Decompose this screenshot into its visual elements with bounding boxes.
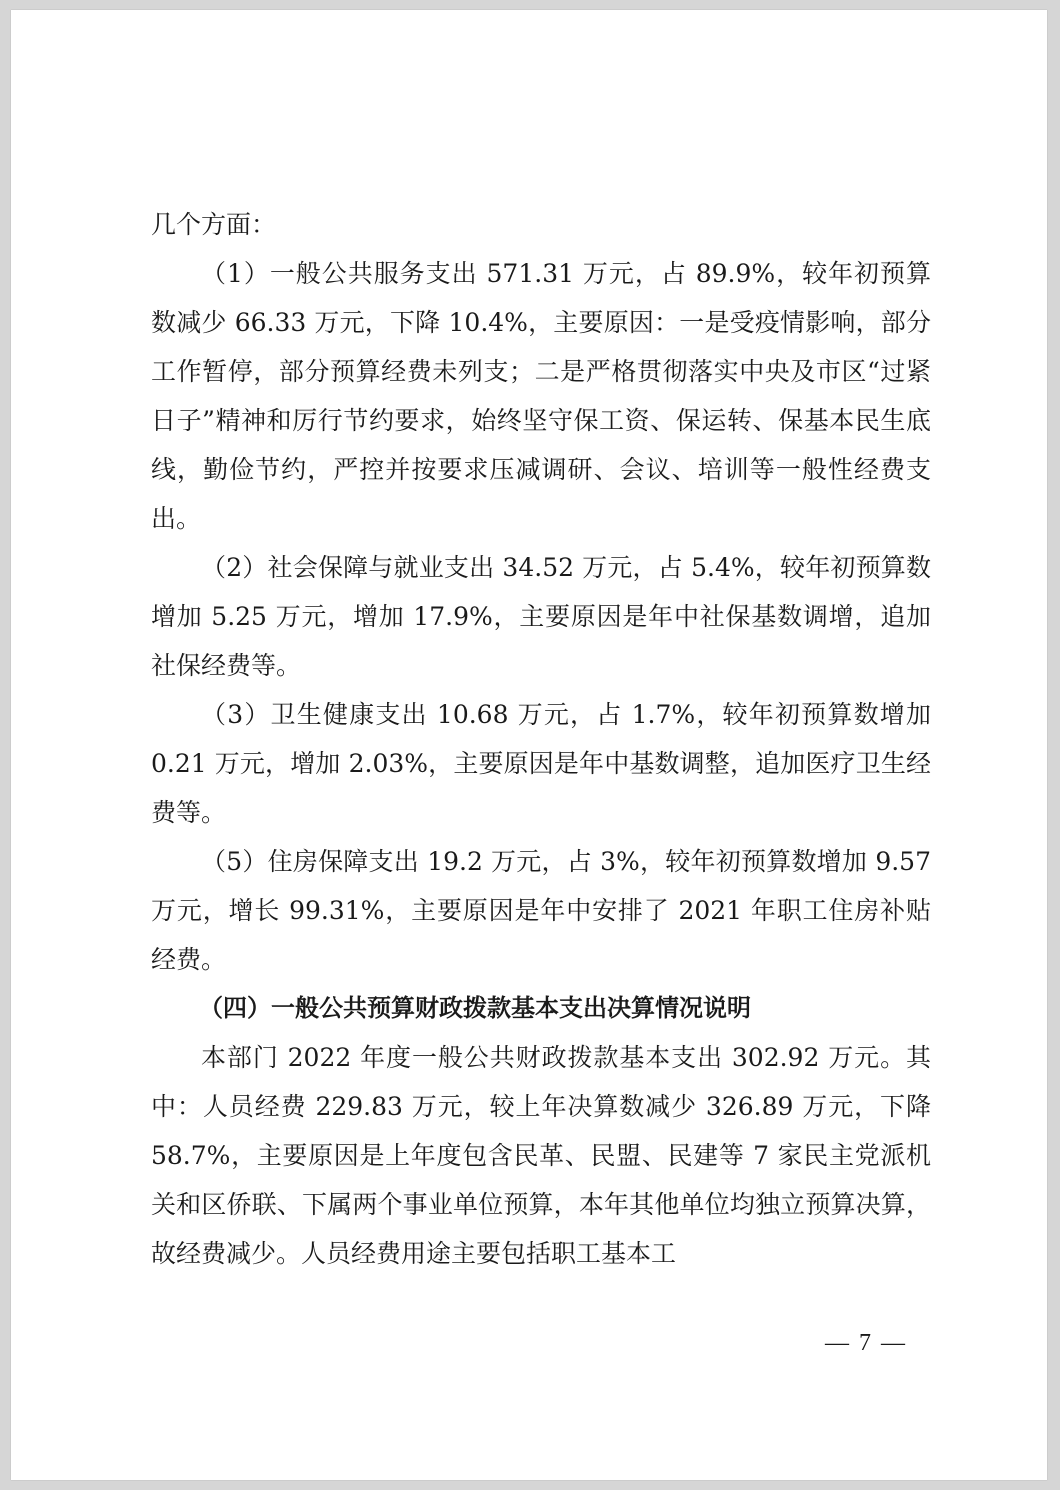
paragraph-general-public-services: （1）一般公共服务支出 571.31 万元，占 89.9%，较年初预算数减少 66.33 万元，下降 10.4%，主要原因：一是受疫情影响，部分工作暂停，部分预算经费未列支；二是严格贯彻落实中央及市区“过紧日子”精神和厉行节约要求，始终坚守保工资、保运转、保基本民生底线，勤俭节约，严控并按要求压减调研、会议、培训等一般性经费支出。 [151,259,931,533]
page-number: — 7 — [825,1330,907,1356]
section-heading: （四）一般公共预算财政拨款基本支出决算情况说明 [199,994,751,1022]
document-body [151,200,931,1278]
paragraph-housing: （5）住房保障支出 19.2 万元，占 3%，较年初预算数增加 9.57 万元，增长 99.31%，主要原因是年中安排了 2021 年职工住房补贴经费。 [151,847,931,974]
paragraph-basic-expenditure: 本部门 2022 年度一般公共财政拨款基本支出 302.92 万元。其中：人员经费 229.83 万元，较上年决算数减少 326.89 万元，下降 58.7%，主要原因是上年度包含民革、民盟、民建等 7 家民主党派机关和区侨联、下属两个事业单位预算，本年其他单位均独立预算决算，故经费减少。人员经费用途主要包括职工基本工 [151,1043,931,1268]
paragraph-intro: 几个方面： [151,210,277,239]
document-page [11,10,1047,1480]
paragraph-social-security: （2）社会保障与就业支出 34.52 万元，占 5.4%，较年初预算数增加 5.25 万元，增加 17.9%，主要原因是年中社保基数调增，追加社保经费等。 [151,553,931,680]
paragraph-health: （3）卫生健康支出 10.68 万元，占 1.7%，较年初预算数增加 0.21 万元，增加 2.03%，主要原因是年中基数调整，追加医疗卫生经费等。 [151,700,931,827]
